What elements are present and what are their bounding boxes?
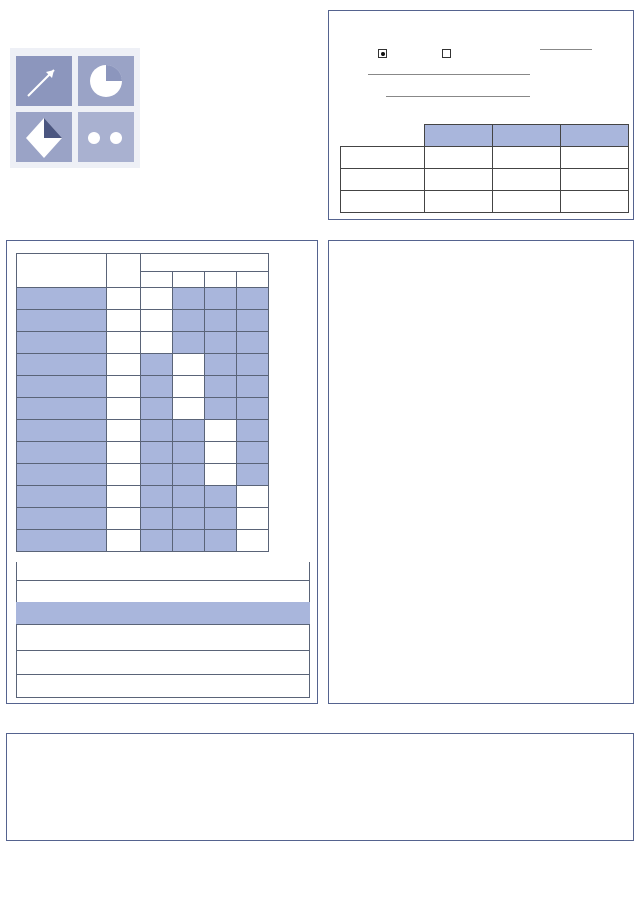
shaded-cell <box>237 398 269 420</box>
scaled-score <box>141 288 173 310</box>
scaled-score <box>237 508 269 530</box>
subtest-label <box>17 420 107 442</box>
summary-area <box>16 562 310 698</box>
date-row-label <box>341 191 425 213</box>
male-checkbox[interactable] <box>378 49 387 58</box>
subtest-label <box>17 442 107 464</box>
shaded-cell <box>141 354 173 376</box>
shaded-cell <box>205 398 237 420</box>
date-cell <box>561 147 629 169</box>
scaled-score <box>205 442 237 464</box>
subtest-label <box>17 288 107 310</box>
scaled-score <box>173 398 205 420</box>
raw-score <box>107 530 141 552</box>
shaded-cell <box>173 420 205 442</box>
date-cell <box>493 191 561 213</box>
row-divider <box>16 674 310 675</box>
scaled-score <box>141 332 173 354</box>
score-table <box>10 752 630 840</box>
profile-charts <box>328 274 634 702</box>
shaded-cell <box>173 464 205 486</box>
date-cell <box>425 191 493 213</box>
raw-score <box>107 398 141 420</box>
subtest-label <box>17 530 107 552</box>
shaded-cell <box>237 376 269 398</box>
subtest-label <box>17 376 107 398</box>
date-cell <box>561 191 629 213</box>
header-scaled <box>141 254 269 272</box>
shaded-cell <box>141 442 173 464</box>
female-checkbox[interactable] <box>442 49 451 58</box>
header-col <box>205 272 237 288</box>
subtest-label <box>17 398 107 420</box>
shaded-cell <box>205 530 237 552</box>
raw-score <box>107 486 141 508</box>
raw-score <box>107 332 141 354</box>
scaled-score <box>173 376 205 398</box>
subtest-label <box>17 486 107 508</box>
scaled-score <box>141 310 173 332</box>
shaded-cell <box>141 376 173 398</box>
shaded-cell <box>141 530 173 552</box>
date-header <box>425 125 493 147</box>
grade-value <box>540 49 592 50</box>
shaded-cell <box>173 486 205 508</box>
date-cell <box>493 169 561 191</box>
row-divider <box>16 624 310 625</box>
header-raw <box>107 254 141 288</box>
header-col <box>237 272 269 288</box>
shaded-cell <box>205 332 237 354</box>
shaded-cell <box>237 332 269 354</box>
shaded-cell <box>173 288 205 310</box>
date-cell <box>425 147 493 169</box>
shaded-cell <box>205 288 237 310</box>
pass-row-bg <box>16 602 310 624</box>
raw-score <box>107 354 141 376</box>
shaded-cell <box>205 354 237 376</box>
header-col <box>141 272 173 288</box>
subtest-label <box>17 332 107 354</box>
shaded-cell <box>173 530 205 552</box>
subtest-table <box>16 253 269 552</box>
shaded-cell <box>141 508 173 530</box>
shaded-cell <box>141 398 173 420</box>
scaled-score <box>173 354 205 376</box>
shaded-cell <box>173 332 205 354</box>
shaded-cell <box>141 420 173 442</box>
raw-score <box>107 442 141 464</box>
scaled-score <box>205 420 237 442</box>
shaded-cell <box>173 310 205 332</box>
raw-score <box>107 376 141 398</box>
shaded-cell <box>237 442 269 464</box>
shaded-cell <box>205 310 237 332</box>
shaded-cell <box>173 508 205 530</box>
raw-score <box>107 464 141 486</box>
row-divider <box>16 650 310 651</box>
date-table <box>340 124 629 213</box>
shaded-cell <box>237 420 269 442</box>
shaded-cell <box>237 464 269 486</box>
raw-score <box>107 288 141 310</box>
shaded-cell <box>205 376 237 398</box>
shaded-cell <box>141 464 173 486</box>
scaled-score <box>205 464 237 486</box>
footer <box>0 850 640 919</box>
shaded-cell <box>205 486 237 508</box>
raw-score <box>107 420 141 442</box>
shaded-cell <box>173 442 205 464</box>
shaded-cell <box>237 354 269 376</box>
shaded-cell <box>237 310 269 332</box>
date-row-label <box>341 169 425 191</box>
cas2-logo <box>10 8 140 193</box>
subtest-label <box>17 354 107 376</box>
subtest-label <box>17 508 107 530</box>
school-value <box>368 74 530 75</box>
subtest-label <box>17 310 107 332</box>
raw-score <box>107 310 141 332</box>
shaded-cell <box>237 288 269 310</box>
raw-score <box>107 508 141 530</box>
date-header <box>561 125 629 147</box>
scaled-score <box>237 486 269 508</box>
date-row-label <box>341 147 425 169</box>
shaded-cell <box>141 486 173 508</box>
row-divider <box>16 580 310 581</box>
date-cell <box>561 169 629 191</box>
scaled-score <box>237 530 269 552</box>
date-cell <box>425 169 493 191</box>
examiner-value <box>386 96 530 97</box>
subtest-label <box>17 464 107 486</box>
header-subtest <box>17 254 107 288</box>
date-header <box>493 125 561 147</box>
shaded-cell <box>205 508 237 530</box>
date-cell <box>493 147 561 169</box>
header-col <box>173 272 205 288</box>
